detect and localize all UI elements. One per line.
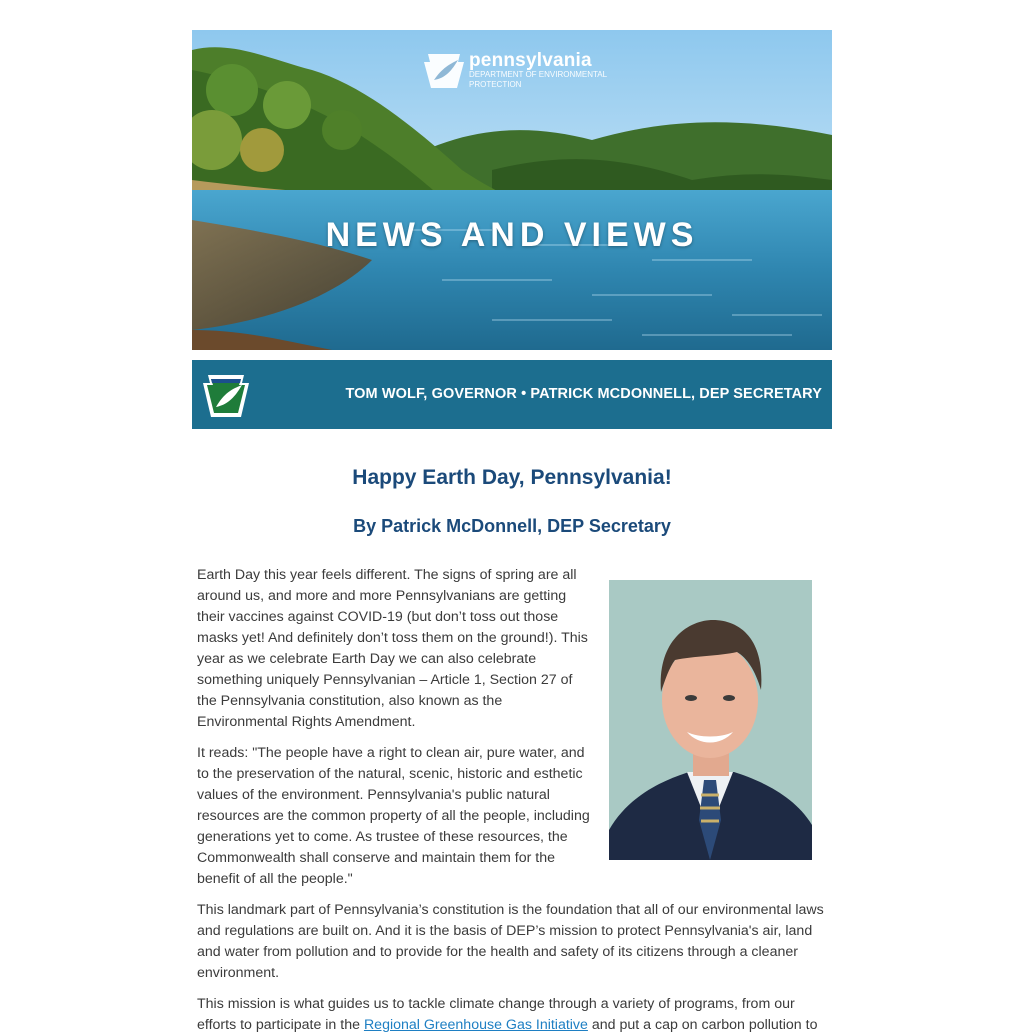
hero-banner xyxy=(192,30,832,350)
hero-title: NEWS AND VIEWS xyxy=(325,216,699,254)
keystone-icon xyxy=(424,52,464,90)
paragraph-1: Earth Day this year feels different. The signs of spring are all around us, and more and more Pennsylvanians are getting their vaccines against COVID-19 (but don’t toss out those masks yet! And definitely don’t toss them on the ground!). This year as we celebrate Earth Day we can also celebrate something uniquely Pennsylvanian – Article 1, Section 27 of the Pennsylvania constitution, also known as the Environmental Rights Amendment. xyxy=(197,567,588,730)
portrait-image xyxy=(609,580,812,860)
governor-secretary-text: TOM WOLF, GOVERNOR • PATRICK MCDONNELL, DEP SECRETARY xyxy=(345,386,822,402)
keystone-seal-icon xyxy=(202,371,250,419)
pa-dep-logo xyxy=(424,52,607,90)
logo-dept-line2: PROTECTION xyxy=(469,80,522,89)
logo-brand-text: pennsylvania xyxy=(469,50,592,71)
paragraph-2: It reads: "The people have a right to clean air, pure water, and to the preservation of the natural, scenic, historic and esthetic values of the environment. Pennsylvania's public natural resources are the common property of all the people, including generations yet to come. As trustee of these resources, the Commonwealth shall conserve and maintain them for the benefit of all the people." xyxy=(197,745,590,887)
article-byline: By Patrick McDonnell, DEP Secretary xyxy=(353,516,671,536)
logo-dept-line1: DEPARTMENT OF ENVIRONMENTAL xyxy=(469,70,608,79)
rggi-link[interactable]: Regional Greenhouse Gas Initiative xyxy=(363,1017,588,1033)
paragraph-4-end: and put a cap on carbon pollution to xyxy=(587,1017,818,1033)
paragraph-4 xyxy=(197,994,829,1036)
paragraph-4-start: This mission is what guides us to tackle climate change through a variety of programs, from our efforts to participate in the xyxy=(197,996,795,1033)
governor-band xyxy=(192,360,832,429)
article-title: Happy Earth Day, Pennsylvania! xyxy=(352,466,672,489)
author-photo xyxy=(609,580,812,860)
paragraph-3: This landmark part of Pennsylvania’s constitution is the foundation that all of our environmental laws and regulations are built on. And it is the basis of DEP’s mission to protect Pennsylvania's air, land and water from pollution and to provide for the health and safety of its citizens through a cleaner environment. xyxy=(197,902,824,981)
